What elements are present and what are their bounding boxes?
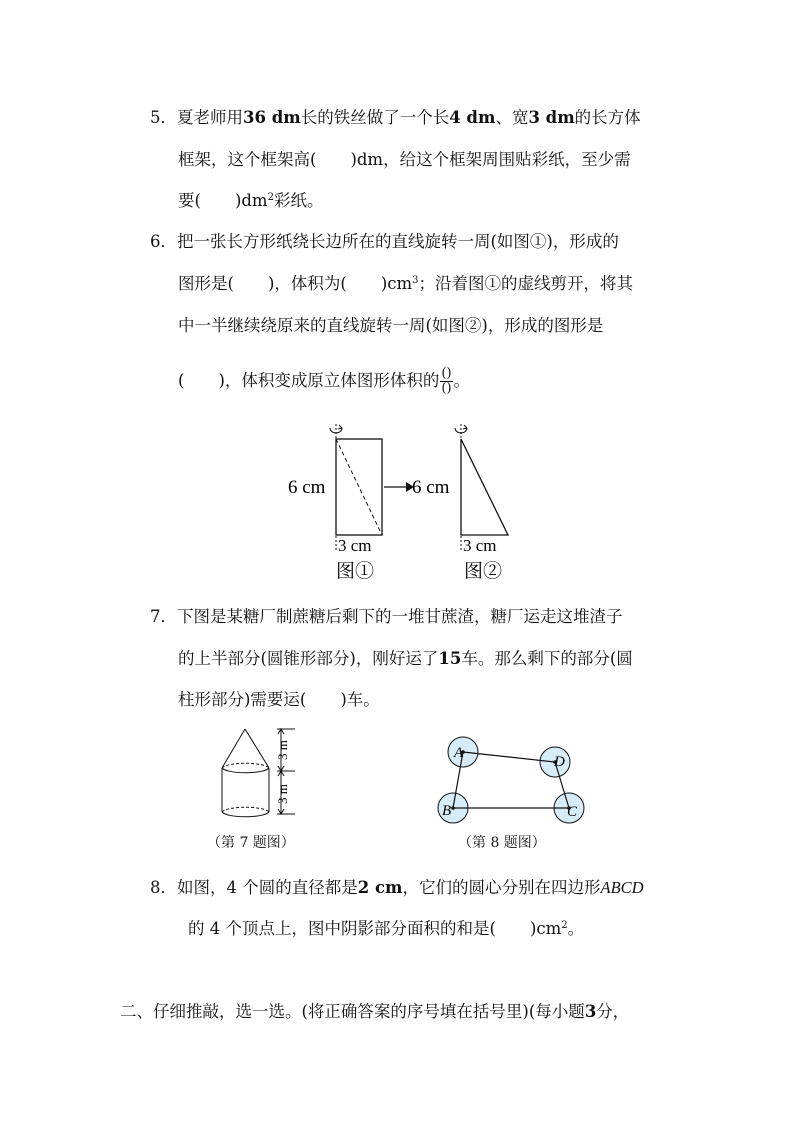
q6-figure [280, 420, 520, 590]
q7-line-3: 柱形部分)需要运( )车。 [178, 690, 380, 709]
q7-figure-caption: （第 7 题图） [207, 835, 295, 851]
q6-line-3: 中一半继续绕原来的直线旋转一周(如图②)，形成的图形是 [178, 316, 604, 335]
fraction-blank[interactable]: $\frac{()}{()}$ [441, 366, 452, 396]
cylinder-height-label: 3 m [275, 784, 290, 804]
q7-line-2: 的上半部分(圆锥形部分)，刚好运了15车。那么剩下的部分(圆 [178, 649, 633, 668]
q6-number: 6． [150, 232, 177, 251]
q8-line-2: 的 4 个顶点上，图中阴影部分面积的和是( )$cm^2$。 [188, 919, 585, 938]
q7-figure [215, 722, 325, 832]
section-2-heading: 二、仔细推敲，选一选。(将正确答案的序号填在括号里)(每小题3分， [120, 1002, 630, 1021]
fig1-height-label: 6 cm [288, 477, 326, 498]
q5-line-1: 5．夏老师用36 dm长的铁丝做了一个长4 dm、宽3 dm的长方体 [150, 108, 641, 127]
q8-figure-caption: （第 8 题图） [458, 835, 546, 851]
q8-line-1: 8．如图，4 个圆的直径都是2 cm，它们的圆心分别在四边形ABCD [150, 878, 644, 897]
q6-line-1: 6．把一张长方形纸绕长边所在的直线旋转一周(如图①)，形成的 [150, 232, 619, 251]
vertex-d-label: D [554, 754, 565, 770]
cone-height-label: 3 m [275, 740, 290, 760]
q5-line-3: 要( )$dm^2$彩纸。 [178, 191, 324, 210]
q8-figure [435, 730, 595, 830]
q6-line-2: 图形是( )，体积为( )$cm^3$；沿着图①的虚线剪开，将其 [178, 274, 634, 293]
q7-number: 7． [150, 607, 177, 626]
fig2-height-label: 6 cm [412, 477, 450, 498]
vertex-a-label: A [454, 745, 464, 761]
fig2-caption: 图② [464, 560, 503, 582]
fig2-base-label: 3 cm [463, 536, 497, 555]
fig1-base-label: 3 cm [338, 536, 372, 555]
rectangle-figure-1 [330, 424, 382, 550]
fig1-caption: 图① [336, 560, 375, 582]
vertex-c-label: C [567, 804, 578, 820]
q7-line-1: 7．下图是某糖厂制蔗糖后剩下的一堆甘蔗渣，糖厂运走这堆渣子 [150, 607, 623, 626]
q5-number: 5． [150, 108, 177, 127]
q6-line-4: ( )，体积变成原立体图形体积的 $\frac{()}{()}$ 。 [178, 366, 471, 396]
vertex-b-label: B [442, 803, 452, 819]
triangle-figure-2 [455, 424, 508, 550]
q8-number: 8． [150, 878, 177, 897]
q5-line-2: 框架，这个框架高( )dm，给这个框架周围贴彩纸，至少需 [178, 150, 631, 169]
